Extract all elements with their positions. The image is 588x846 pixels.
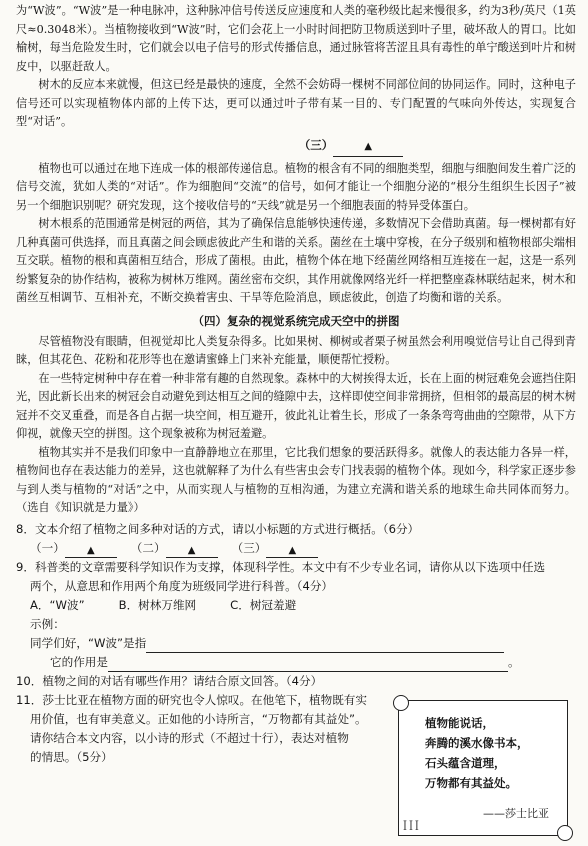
passage-paragraph: 树木的反应本来就慢，但这已经是最快的速度，全然不会妨碍一棵树不同部位间的协同运作。同时，这种电子信号还可以实现植物体内部的上传下达，更可以通过叶子带有某一目的、专门配置的气味向外传达，实现复合型“对话”。	[16, 78, 576, 128]
q9-option-a[interactable]: A．“W波”	[30, 597, 85, 612]
q9-option-b[interactable]: B．树林万维网	[118, 597, 197, 612]
question-11: 11．莎士比亚在植物方面的研究也令人惊叹。在他笔下，植物既有实 用价值，也有审美意义。正如他的小诗所言，“万物都有其益处”。 请你结合本文内容，以小诗的形式（不超过十行），表达对植物 的情思。（5分）	[16, 692, 367, 764]
answer-line[interactable]	[146, 638, 504, 653]
poem-scroll-box	[398, 700, 568, 836]
section-heading-3: （三） ▲	[16, 136, 576, 157]
passage-paragraph: 在一些特定树种中存在着一种非常有趣的自然现象。森林中的大树挨得太近，长在上面的树冠难免会遮挡住阳光，因此新长出来的树冠会自动避免到达相互之间的缝隙中去，这样即使空间非常拥挤，但相邻的最高层的树木树冠并不交叉重叠，而是各自占据一块空间，相互避开，彼此礼让着生长，形成了一条条弯弯曲曲的空隙带，从下方仰视，就像天空的拼图。这个现象被称为树冠羞避。	[16, 371, 576, 440]
poem-author: ——莎士比亚	[483, 807, 549, 820]
q9-fill-line-2: 它的作用是 。	[16, 653, 576, 672]
q8-answer-row	[16, 539, 576, 558]
q9-fill-line-1: 同学们好，“W波”是指	[16, 634, 576, 653]
passage-paragraph: 尽管植物没有眼睛，但视觉却比人类复杂得多。比如果树、柳树或者栗子树虽然会利用嗅觉信号让自己得到青睐，但其花色、花粉和花形等也在邀请蜜蜂上门来补充能量，顺便帮忙授粉。	[16, 334, 576, 366]
scroll-curl	[393, 695, 409, 711]
q8-blank-2[interactable]: （二） ▲	[131, 539, 218, 558]
q9-options	[16, 596, 576, 615]
section-heading-4: （四）复杂的视觉系统完成天空中的拼图	[192, 313, 400, 328]
poem-text: 植物能说话， 奔腾的溪水像书本， 石头蕴含道理， 万物都有其益处。	[425, 716, 529, 790]
q8-blank-1[interactable]: （一） ▲	[30, 539, 117, 558]
answer-blank[interactable]: ▲	[333, 136, 403, 157]
passage-paragraph: 植物其实并不是我们印象中一直静静地立在那里，它比我们想象的要活跃得多。就像人的表达能力各异一样，植物间也存在表达能力的差异，这也就解释了为什么有些害虫会专门找表弱的植物个体。现如今，科学家正逐步参与到人类与植物的“对话”之中，从而实现人与植物的互相沟通，为建立充满和谐关系的地球生命共同体而努力。（选自《知识就是力量》）	[16, 445, 576, 514]
scroll-curl	[557, 825, 573, 841]
q9-option-c[interactable]: C．树冠羞避	[230, 597, 297, 612]
question-10: 10．植物之间的对话有哪些作用？请结合原文回答。（4分）	[16, 673, 323, 688]
q8-blank-3[interactable]: （三） ▲	[232, 539, 319, 558]
q9-example-label: 示例：	[30, 616, 65, 631]
question-9-cont: 两个，从意思和作用两个角度为班级同学进行科普。（4分）	[30, 578, 334, 593]
passage-paragraph: 树木根系的范围通常是树冠的两倍，其为了确保信息能够快速传递，多数情况下会借助真菌。每一棵树都有好几种真菌可供选择，而且真菌之间会顾虑彼此产生和谐的关系。菌丝在土壤中穿梭，在分子级别和植物根部尖端相互交联。植物的根和真菌相互结合，形成了菌根。由此，植物个体在地下经菌丝网络相互连接在一起，这是一系列纷繁复杂的协作结构，被称为树林万维网。菌丝密布交织，其作用就像网络光纤一样把整座森林联结起来，树木和菌丝互相调节、互相补充，不断交换着害虫、干旱等危险消息，顾虑彼此，创造了均衡和谐的关系。	[16, 217, 576, 304]
question-8: 8．文本介绍了植物之间多种对话的方式，请以小标题的方式进行概括。（6分）	[16, 521, 420, 536]
grass-decoration-icon: ꟾꟾꟾ	[403, 822, 421, 833]
passage-paragraph: 植物也可以通过在地下连成一体的根部传递信息。植物的根含有不同的细胞类型，细胞与细胞间发生着广泛的信号交流，犹如人类的“对话”。作为细胞间“交流”的信号，如何才能让一个细胞分泌的“根分生组织生长因子”被另一个细胞识别呢？研究发现，这个接收信号的“天线”就是另一个细胞表面的特异受体蛋白。	[16, 161, 576, 212]
question-9: 9．科普类的文章需要科学知识作为支撑，体现科学性。本文中有不少专业名词，请你从以下选项中任选	[16, 559, 546, 574]
answer-line[interactable]	[108, 657, 508, 672]
passage-paragraph: 为“W波”。“W波”是一种电脉冲，这种脉冲信号传送反应速度和人类的毫秒级比起来慢很多，约为3秒/英尺（1英尺≈0.3048米）。当植物接收到“W波”时，它们会花上一小时时间把防卫物质送到叶子里，破坏敌人的胃口。比如榆树，每当危险发生时，它们就会以电子信号的形式传播信息，通过脉管将苦涩且具有毒性的单宁酸送到叶片和树皮中，以驱赶敌人。	[16, 4, 576, 73]
reading-passage	[16, 0, 576, 518]
